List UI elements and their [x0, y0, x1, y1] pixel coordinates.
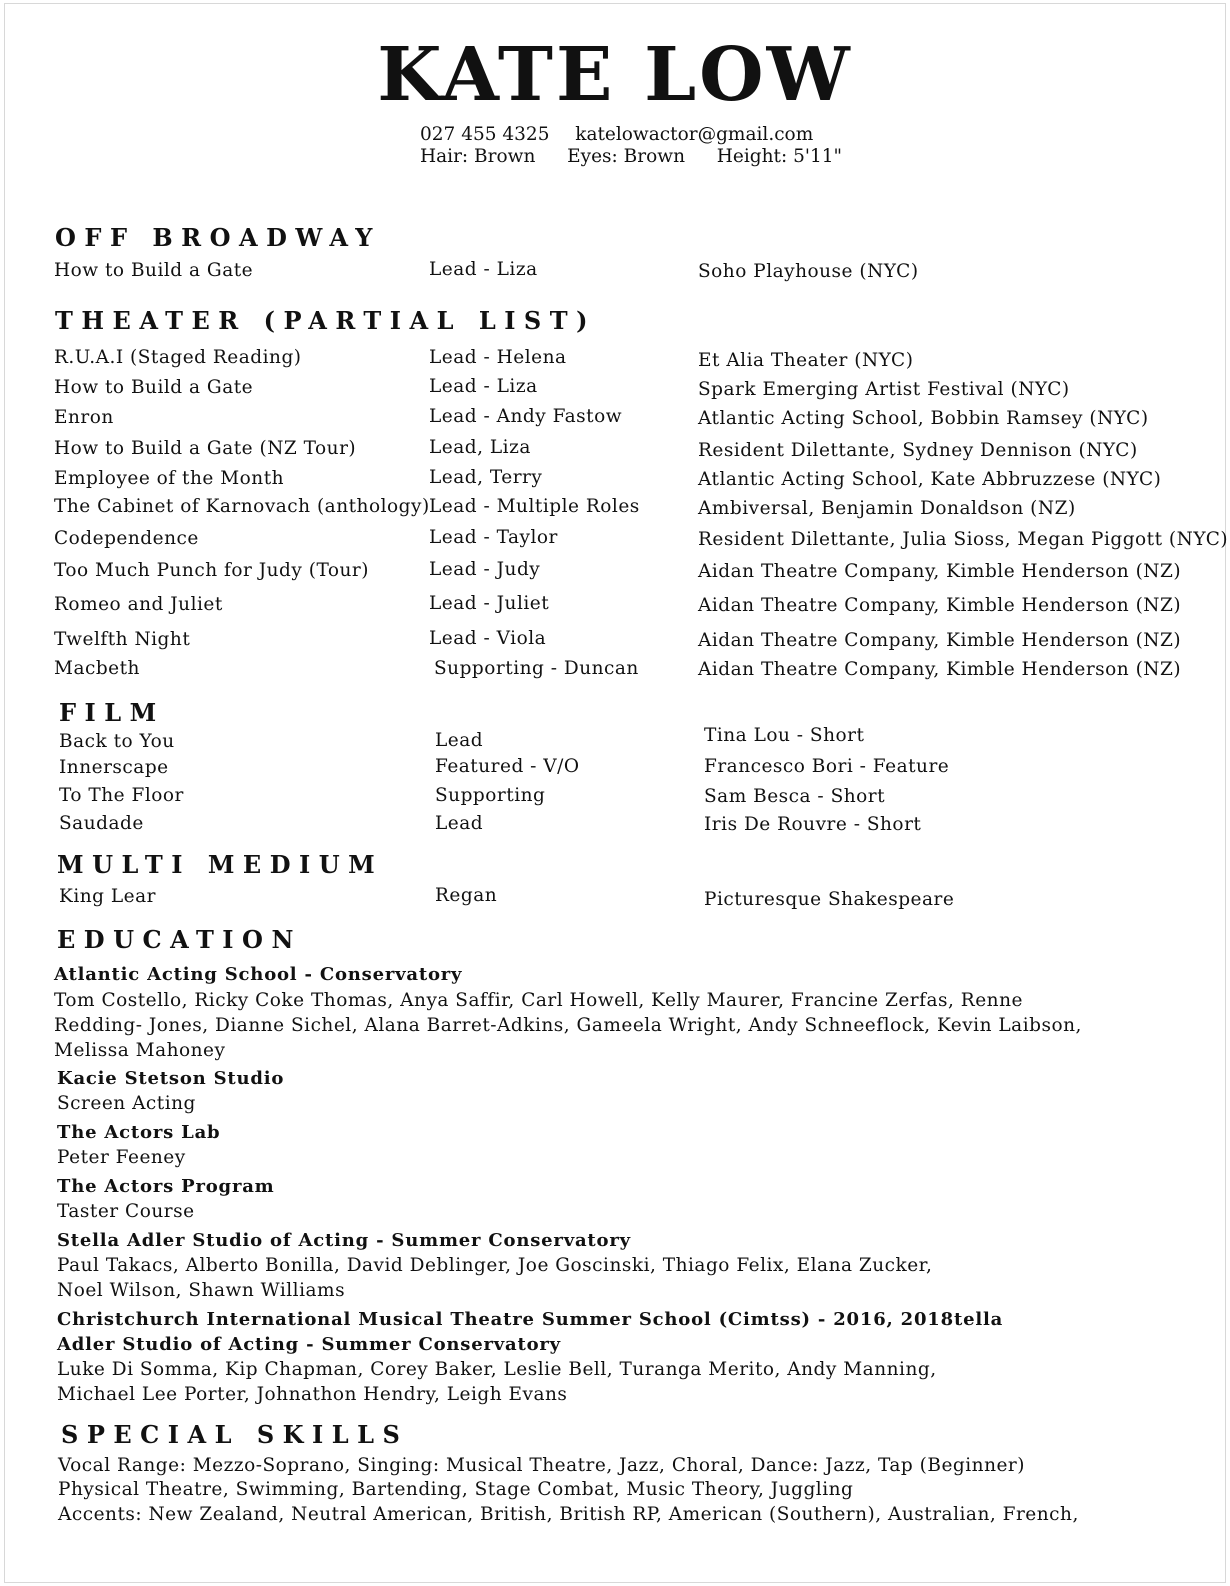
section-heading-multi-medium: MULTI MEDIUM: [57, 850, 384, 879]
credit-role: Lead, Liza: [429, 437, 531, 458]
section-heading-film: FILM: [59, 698, 165, 727]
credit-role: Lead - Multiple Roles: [429, 496, 640, 517]
credit-venue: Tina Lou - Short: [704, 725, 865, 746]
school-name: The Actors Program: [57, 1176, 275, 1197]
credit-title: Too Much Punch for Judy (Tour): [54, 560, 369, 581]
height: Height: 5'11": [716, 146, 842, 167]
credit-role: Supporting - Duncan: [434, 658, 639, 679]
skills-line: Physical Theatre, Swimming, Bartending, Stage Combat, Music Theory, Juggling: [58, 1479, 854, 1500]
credit-title: How to Build a Gate: [54, 377, 254, 398]
credit-venue: Resident Dilettante, Julia Sioss, Megan Piggott (NYC): [698, 529, 1229, 550]
credit-role: Lead - Andy Fastow: [429, 406, 623, 427]
skills-line: Accents: New Zealand, Neutral American, British, British RP, American (Southern), Australian, French,: [58, 1504, 1079, 1525]
credit-title: Employee of the Month: [54, 468, 285, 489]
credit-role: Featured - V/O: [435, 756, 580, 777]
skills-line: Vocal Range: Mezzo-Soprano, Singing: Musical Theatre, Jazz, Choral, Dance: Jazz, Tap (Beginner): [58, 1455, 1025, 1476]
credit-role: Lead, Terry: [429, 467, 543, 488]
credit-title: King Lear: [59, 886, 156, 907]
school-name: The Actors Lab: [57, 1122, 221, 1143]
credit-venue: Aidan Theatre Company, Kimble Henderson (NZ): [698, 659, 1182, 680]
credit-venue: Atlantic Acting School, Kate Abbruzzese (NYC): [698, 469, 1162, 490]
school-name: Stella Adler Studio of Acting - Summer Conservatory: [57, 1230, 631, 1251]
credit-role: Regan: [435, 885, 498, 906]
section-heading-theater: THEATER (PARTIAL LIST): [55, 306, 596, 335]
course-line: Taster Course: [57, 1201, 195, 1222]
credit-venue: Soho Playhouse (NYC): [698, 261, 919, 282]
credit-title: Romeo and Juliet: [54, 594, 223, 615]
credit-title: R.U.A.I (Staged Reading): [54, 347, 302, 368]
credit-role: Lead - Liza: [429, 259, 538, 280]
credit-role: Lead - Liza: [429, 376, 538, 397]
credit-role: Lead - Judy: [429, 559, 541, 580]
teachers-line: Redding- Jones, Dianne Sichel, Alana Barret-Adkins, Gameela Wright, Andy Schneeflock, Kevin Laibson,: [54, 1015, 1082, 1036]
section-heading-special-skills: SPECIAL SKILLS: [61, 1420, 409, 1449]
school-name: Kacie Stetson Studio: [57, 1068, 285, 1089]
contact-line: [420, 126, 813, 145]
section-heading-education: EDUCATION: [57, 925, 302, 954]
credit-title: Enron: [54, 407, 114, 428]
actor-name: KATE LOW: [377, 32, 853, 118]
hair-color: Hair: Brown: [420, 146, 536, 167]
credit-venue: Iris De Rouvre - Short: [704, 814, 922, 835]
credit-venue: Aidan Theatre Company, Kimble Henderson (NZ): [698, 595, 1182, 616]
credit-venue: Aidan Theatre Company, Kimble Henderson (NZ): [698, 561, 1182, 582]
credit-title: Codependence: [54, 528, 199, 549]
credit-role: Lead - Helena: [429, 347, 567, 368]
school-name: Atlantic Acting School - Conservatory: [54, 964, 463, 985]
credit-venue: Francesco Bori - Feature: [704, 756, 950, 777]
teachers-line: Luke Di Somma, Kip Chapman, Corey Baker, Leslie Bell, Turanga Merito, Andy Manning,: [57, 1359, 937, 1380]
teachers-line: Paul Takacs, Alberto Bonilla, David Deblinger, Joe Goscinski, Thiago Felix, Elana Zucker,: [57, 1255, 933, 1276]
phone-number: 027 455 4325: [420, 124, 550, 145]
school-name: Christchurch International Musical Theatre Summer School (Cimtss) - 2016, 2018tella: [57, 1309, 1004, 1330]
credit-role: Supporting: [435, 785, 546, 806]
credit-venue: Resident Dilettante, Sydney Dennison (NYC): [698, 440, 1138, 461]
teachers-line: Melissa Mahoney: [54, 1040, 226, 1061]
teachers-line: Tom Costello, Ricky Coke Thomas, Anya Saffir, Carl Howell, Kelly Maurer, Francine Zerfas, Renne: [54, 990, 1023, 1011]
course-line: Screen Acting: [57, 1093, 196, 1114]
credit-title: Innerscape: [59, 757, 169, 778]
credit-venue: Ambiversal, Benjamin Donaldson (NZ): [698, 498, 1076, 519]
credit-role: Lead - Taylor: [429, 527, 558, 548]
credit-role: Lead: [435, 813, 484, 834]
credit-role: Lead - Juliet: [429, 593, 550, 614]
credit-title: How to Build a Gate (NZ Tour): [54, 438, 357, 459]
credit-title: To The Floor: [59, 785, 184, 806]
school-name-continued: Adler Studio of Acting - Summer Conservatory: [57, 1334, 561, 1355]
credit-venue: Et Alia Theater (NYC): [698, 350, 914, 371]
credit-title: Macbeth: [54, 658, 140, 679]
section-heading-off-broadway: OFF BROADWAY: [55, 223, 381, 252]
stats-line: [420, 148, 842, 167]
credit-venue: Sam Besca - Short: [704, 786, 886, 807]
credit-title: The Cabinet of Karnovach (anthology): [54, 496, 430, 517]
credit-role: Lead: [435, 730, 484, 751]
credit-role: Lead - Viola: [429, 628, 547, 649]
email-address: katelowactor@gmail.com: [575, 124, 814, 145]
teachers-line: Noel Wilson, Shawn Williams: [57, 1280, 346, 1301]
credit-venue: Atlantic Acting School, Bobbin Ramsey (NYC): [698, 408, 1149, 429]
teachers-line: Peter Feeney: [57, 1147, 186, 1168]
credit-title: Back to You: [59, 731, 175, 752]
credit-venue: Aidan Theatre Company, Kimble Henderson (NZ): [698, 630, 1182, 651]
eye-color: Eyes: Brown: [567, 146, 685, 167]
credit-venue: Picturesque Shakespeare: [704, 889, 955, 910]
credit-title: Saudade: [59, 813, 144, 834]
teachers-line: Michael Lee Porter, Johnathon Hendry, Leigh Evans: [57, 1384, 568, 1405]
credit-title: How to Build a Gate: [54, 260, 254, 281]
credit-title: Twelfth Night: [54, 629, 191, 650]
credit-venue: Spark Emerging Artist Festival (NYC): [698, 379, 1070, 400]
